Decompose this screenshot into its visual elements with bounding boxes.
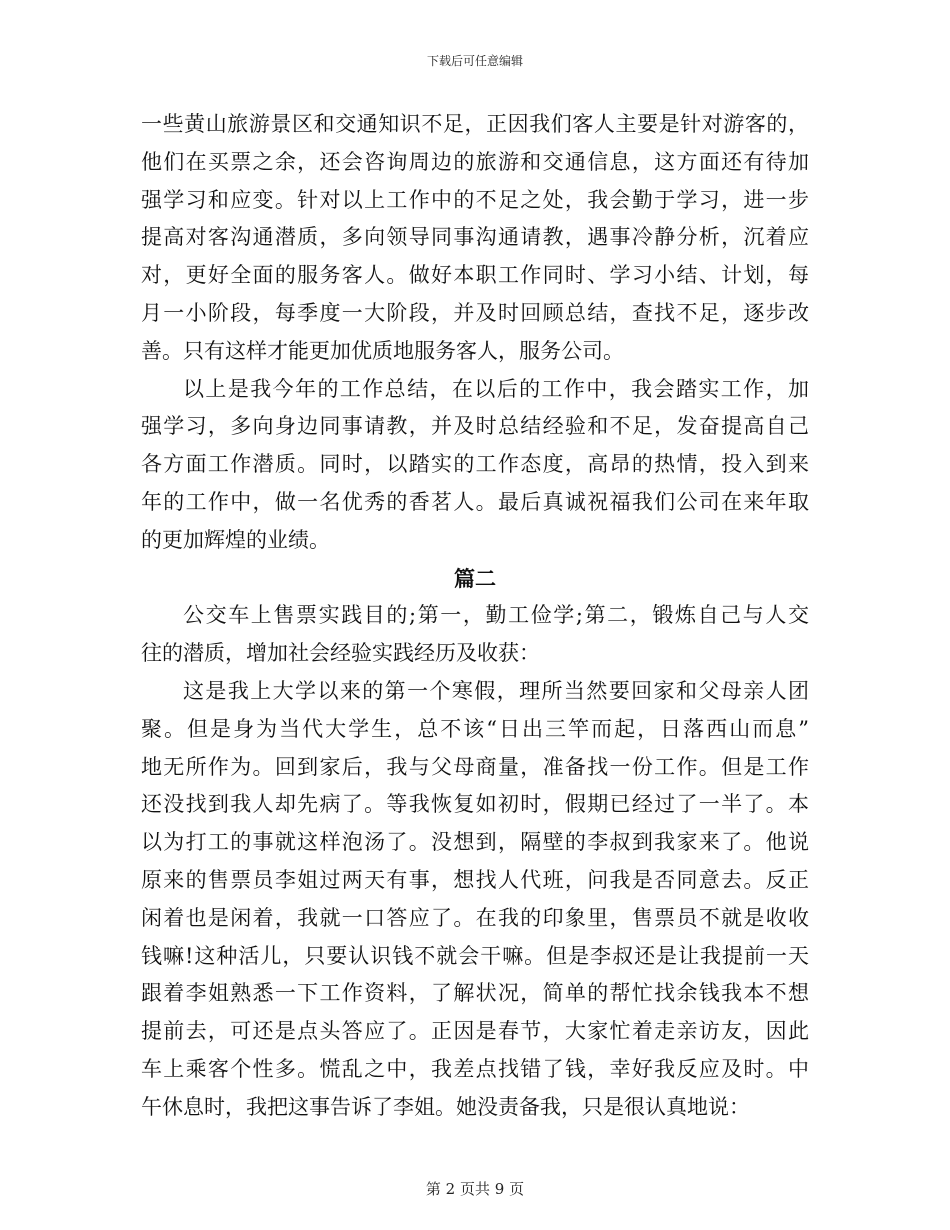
- paragraph: [141, 371, 809, 560]
- text-line: 他们在买票之余，还会咨询周边的旅游和交通信息，这方面还有待加: [141, 149, 809, 174]
- text-line: 善。只有这样才能更加优质地服务客人，服务公司。: [141, 338, 624, 363]
- text-line: 聚。但是身为当代大学生，总不该“日出三竿而起，日落西山而息”: [141, 716, 809, 741]
- page-footer: 第 2 页共 9 页: [425, 1180, 525, 1198]
- paragraph: [141, 673, 809, 1127]
- text-line: 这是我上大学以来的第一个寒假，理所当然要回家和父母亲人团: [183, 678, 809, 703]
- text-line: 对，更好全面的服务客人。做好本职工作同时、学习小结、计划，每: [141, 263, 809, 288]
- text-line: 提前去，可还是点头答应了。正因是春节，大家忙着走亲访友，因此: [141, 1019, 809, 1044]
- text-line: 月一小阶段，每季度一大阶段，并及时回顾总结，查找不足，逐步改: [141, 300, 809, 325]
- text-line: 闲着也是闲着，我就一口答应了。在我的印象里，售票员不就是收收: [141, 905, 809, 930]
- text-line: 车上乘客个性多。慌乱之中，我差点找错了钱，幸好我反应及时。中: [141, 1056, 809, 1081]
- text-line: 往的潜质，增加社会经验实践经历及收获：: [141, 641, 540, 666]
- page-header: 下载后可任意编辑: [426, 54, 523, 68]
- text-line: 午休息时，我把这事告诉了李姐。她没责备我，只是很认真地说：: [141, 1094, 750, 1119]
- text-line: 强学习和应变。针对以上工作中的不足之处，我会勤于学习，进一步: [141, 187, 809, 212]
- text-line: 以为打工的事就这样泡汤了。没想到，隔壁的李叔到我家来了。他说: [141, 830, 809, 855]
- text-line: 年的工作中，做一名优秀的香茗人。最后真诚祝福我们公司在来年取: [141, 489, 809, 514]
- text-line: 的更加辉煌的业绩。: [141, 527, 330, 552]
- section-heading: 篇二: [454, 565, 496, 591]
- text-line: 公交车上售票实践目的;第一，勤工俭学;第二，锻炼自己与人交: [183, 603, 809, 628]
- text-line: 跟着李姐熟悉一下工作资料，了解状况，简单的帮忙找余钱我本不想: [141, 981, 809, 1006]
- text-line: 还没找到我人却先病了。等我恢复如初时，假期已经过了一半了。本: [141, 792, 809, 817]
- text-line: 钱嘛!这种活儿，只要认识钱不就会干嘛。但是李叔还是让我提前一天: [141, 943, 809, 968]
- text-line: 一些黄山旅游景区和交通知识不足，正因我们客人主要是针对游客的，: [141, 112, 809, 136]
- text-line: 提高对客沟通潜质，多向领导同事沟通请教，遇事冷静分析，沉着应: [141, 225, 809, 250]
- paragraph: [141, 597, 809, 673]
- paragraph: [141, 106, 809, 371]
- text-line: 以上是我今年的工作总结，在以后的工作中，我会踏实工作，加: [183, 376, 809, 401]
- document-body: [141, 106, 809, 1127]
- text-line: 地无所作为。回到家后，我与父母商量，准备找一份工作。但是工作: [141, 754, 809, 779]
- text-line: 各方面工作潜质。同时，以踏实的工作态度，高昂的热情，投入到来: [141, 452, 809, 477]
- text-line: 强学习，多向身边同事请教，并及时总结经验和不足，发奋提高自己: [141, 414, 809, 439]
- text-line: 原来的售票员李姐过两天有事，想找人代班，问我是否同意去。反正: [141, 867, 809, 892]
